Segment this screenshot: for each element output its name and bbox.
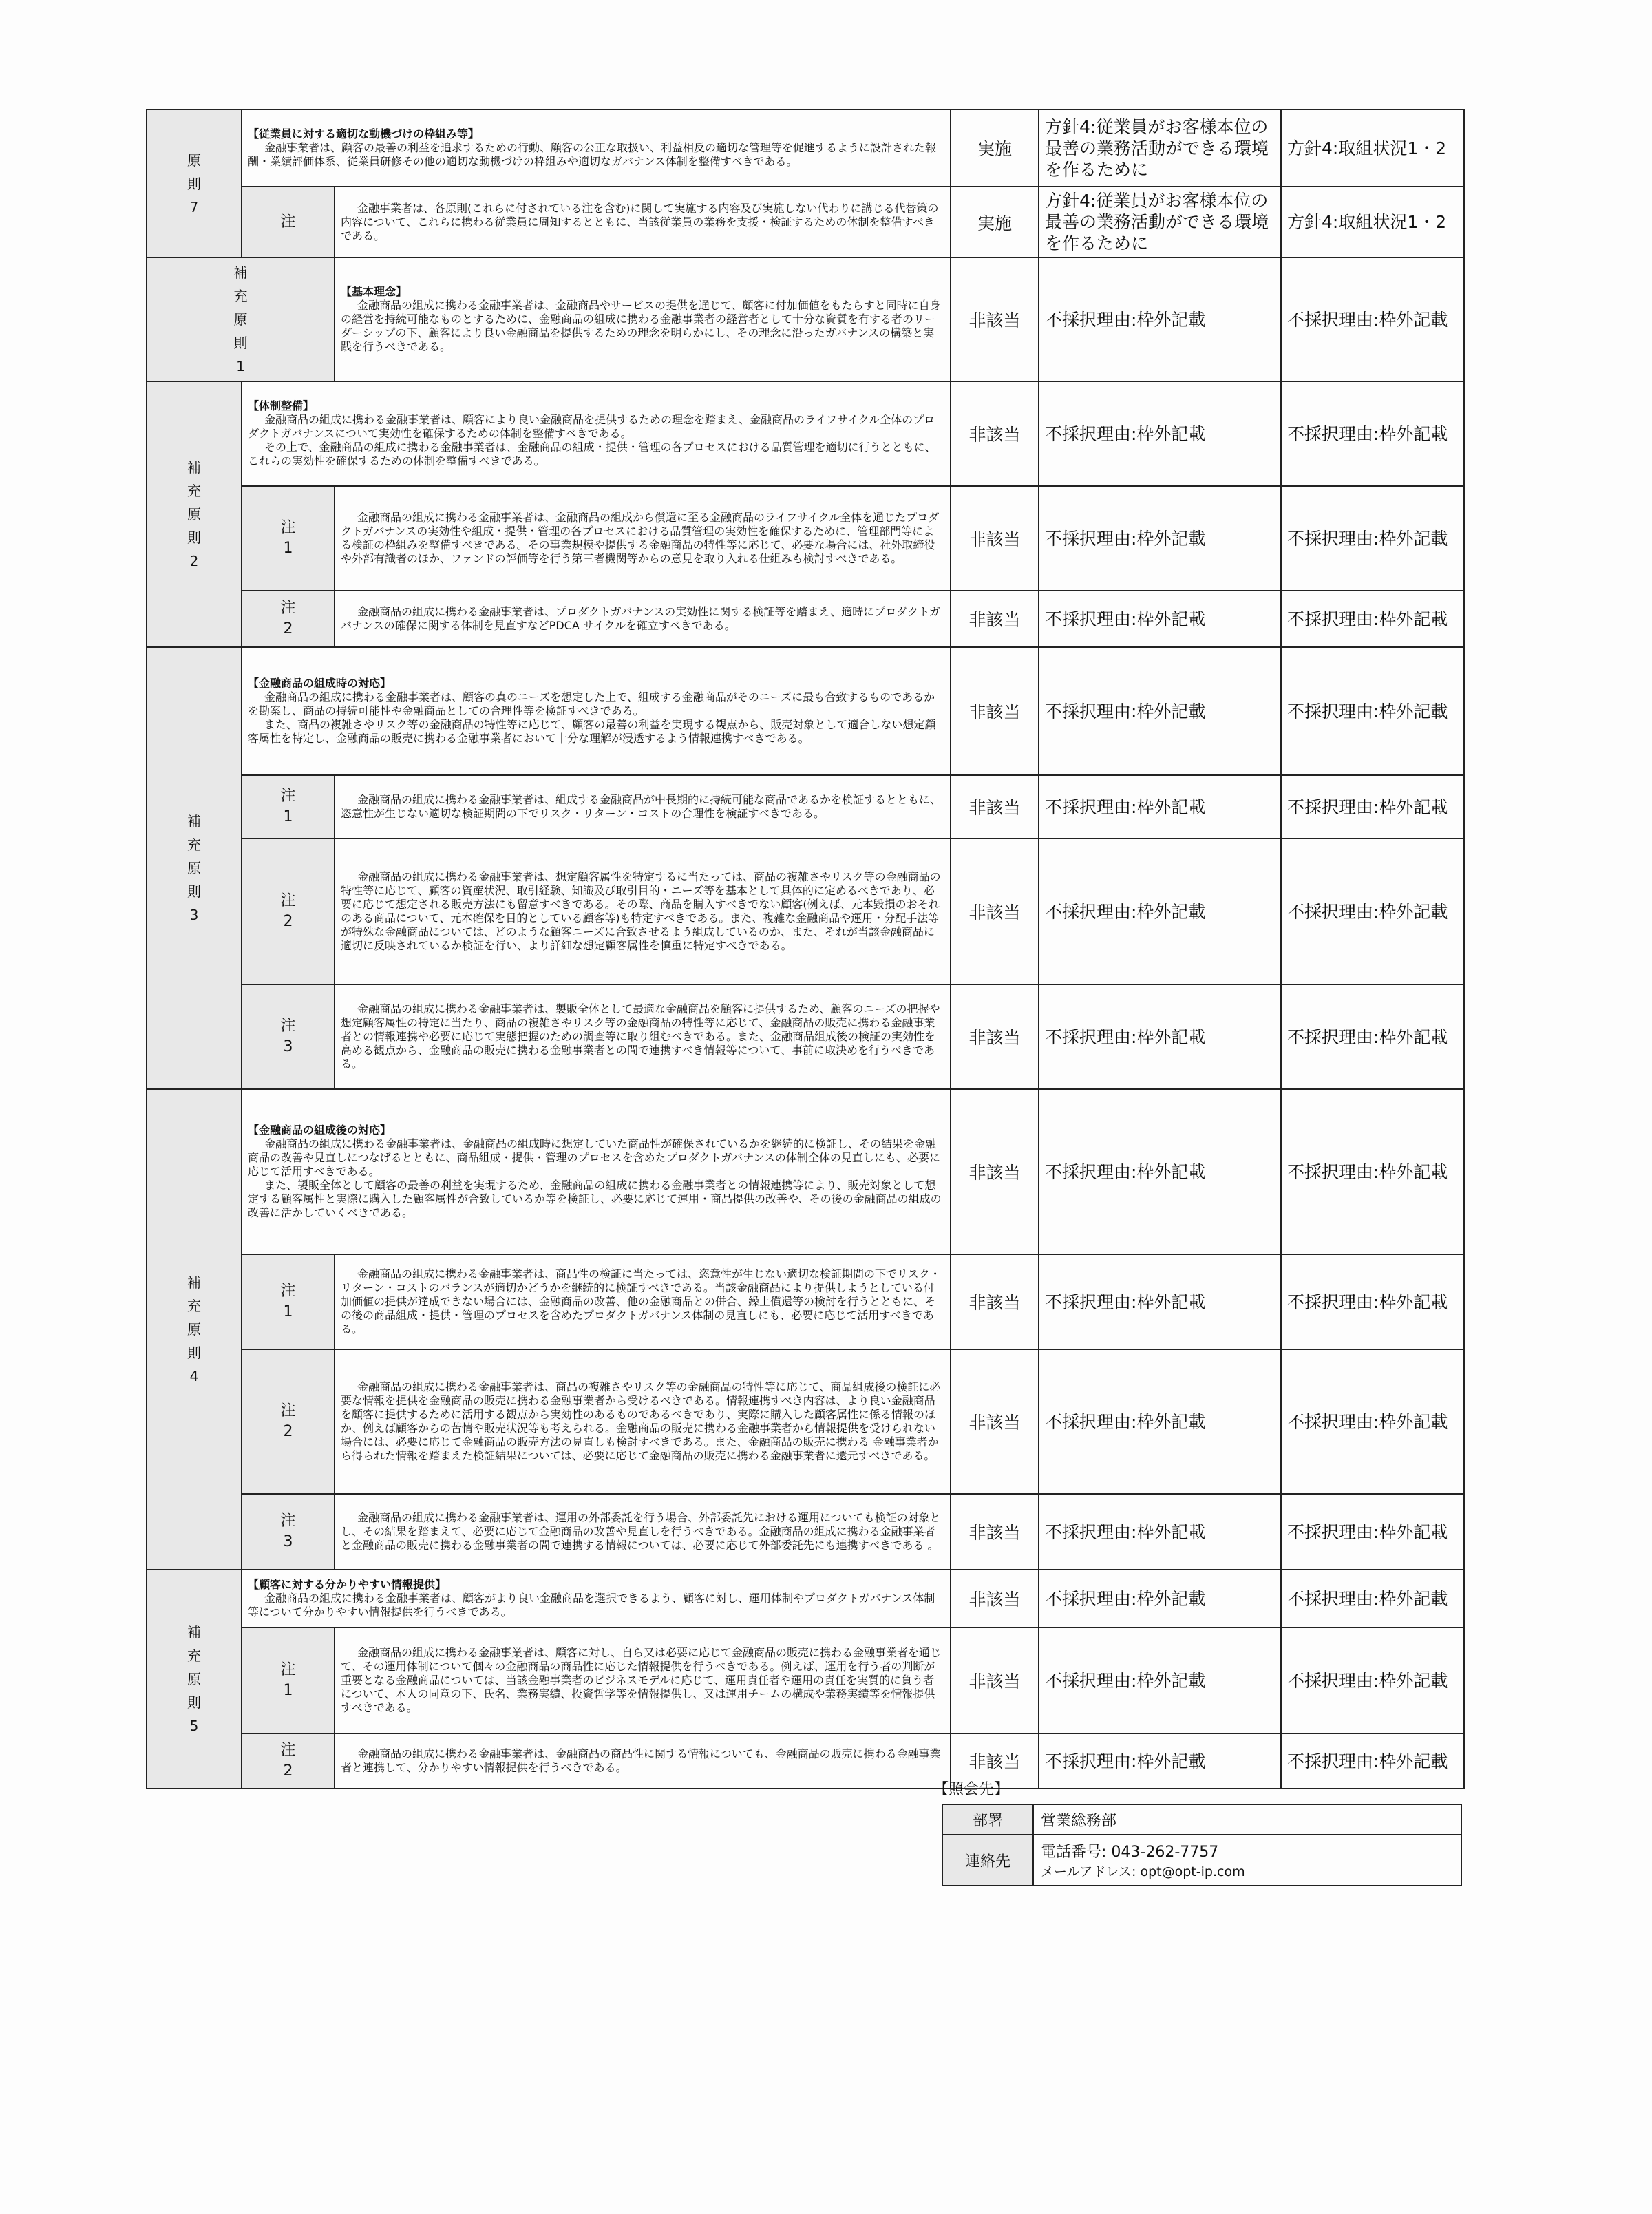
principle-text: 【顧客に対する分かりやすい情報提供】 金融商品の組成に携わる金融事業者は、顧客がより良い金融商品を選択できるよう、顧客に対し、運用体制やプロダクトガバナンス体制等について分かりやすい情報提供を行うべきである。 <box>242 1570 951 1627</box>
row-principle-7 <box>147 109 1464 187</box>
principle-text: 【体制整備】 金融商品の組成に携わる金融事業者は、顧客により良い金融商品を提供するための理念を踏まえ、金融商品のライフサイクル全体のプロダクトガバナンスについて実効性を確保するための体制を整備すべきである。 その上で、金融商品の組成に携わる金融事業者は、金融商品の組成・提供・管理の各プロセスにおける品質管理を適切に行うとともに、これらの実効性を確保するための体制を整備すべきである。 <box>242 381 951 486</box>
note-label: 注1 <box>242 775 335 839</box>
result-cell: 方針4:取組状況1・2 <box>1281 187 1464 257</box>
row-supplementary-3 <box>147 647 1464 775</box>
note-text: 金融商品の組成に携わる金融事業者は、商品性の検証に当たっては、恣意性が生じない適切な検証期間の下でリスク・リターン・コストのバランスが適切かどうかを継続的に検証すべきである。当該金融商品により提供しようとしている付加価値の提供が達成できない場合には、金融商品の改善、他の金融商品との併合、繰上償還等の検討を行うとともに、その後の商品組成・提供・管理のプロセスを含めたプロダクトガバナンス体制の見直しにも、必要に応じて活用すべきである。 <box>335 1254 951 1349</box>
row-principle-7-note <box>147 187 1464 257</box>
result-cell: 不採択理由:枠外記載 <box>1281 1627 1464 1733</box>
row-supplementary-3-note-1 <box>147 775 1464 839</box>
contact-details <box>1033 1835 1461 1886</box>
row-supplementary-4 <box>147 1089 1464 1254</box>
principle-label: 原則7 <box>147 109 242 257</box>
status-cell: 非該当 <box>951 591 1039 647</box>
principles-table <box>146 109 1465 1789</box>
note-text: 金融商品の組成に携わる金融事業者は、運用の外部委託を行う場合、外部委託先における運用についても検証の対象とし、その結果を踏まえて、必要に応じて金融商品の改善や見直しを行うべきである。金融商品の組成に携わる金融事業者と金融商品の販売に携わる金融事業者の間で連携する情報については、必要に応じて外部委託先にも連携すべきである 。 <box>335 1494 951 1570</box>
status-cell: 非該当 <box>951 486 1039 591</box>
status-cell: 非該当 <box>951 1627 1039 1733</box>
policy-cell: 不採択理由:枠外記載 <box>1039 984 1281 1089</box>
result-cell: 不採択理由:枠外記載 <box>1281 647 1464 775</box>
note-label: 注3 <box>242 1494 335 1570</box>
note-text: 金融商品の組成に携わる金融事業者は、金融商品の組成から償還に至る金融商品のライフサイクル全体を通じたプロダクトガバナンスの実効性や組成・提供・管理の各プロセスにおける品質管理の実効性を確保するために、管理部門等による検証の枠組みを整備すべきである。その事業規模や提供する金融商品の特性等に応じて、必要な場合には、社外取締役や外部有識者のほか、ファンドの評価等を行う第三者機関等からの意見を取り入れる仕組みも検討すべきである。 <box>335 486 951 591</box>
dept-label: 部署 <box>942 1804 1033 1835</box>
row-supplementary-5 <box>147 1570 1464 1627</box>
status-cell: 非該当 <box>951 381 1039 486</box>
note-text: 金融商品の組成に携わる金融事業者は、顧客に対し、自ら又は必要に応じて金融商品の販売に携わる金融事業者を通じて、その運用体制について個々の金融商品の商品性に応じた情報提供を行うべきである。例えば、運用を行う者の判断が重要となる金融商品については、当該金融事業者のビジネスモデルに応じて、運用責任者や運用の責任を実質的に負う者について、本人の同意の下、氏名、業務実績、投資哲学等を情報提供し、又は運用チームの構成や業務実績等を情報提供すべきである。 <box>335 1627 951 1733</box>
policy-cell: 方針4:従業員がお客様本位の最善の業務活動ができる環境を作るために <box>1039 109 1281 187</box>
result-cell: 方針4:取組状況1・2 <box>1281 109 1464 187</box>
policy-cell: 不採択理由:枠外記載 <box>1039 839 1281 984</box>
policy-cell: 不採択理由:枠外記載 <box>1039 257 1281 381</box>
row-supplementary-3-note-2 <box>147 839 1464 984</box>
contact-label: 連絡先 <box>942 1835 1033 1886</box>
note-label: 注2 <box>242 839 335 984</box>
policy-cell: 不採択理由:枠外記載 <box>1039 1570 1281 1627</box>
row-supplementary-4-note-1 <box>147 1254 1464 1349</box>
policy-cell: 不採択理由:枠外記載 <box>1039 1733 1281 1789</box>
status-cell: 非該当 <box>951 647 1039 775</box>
email-address: メールアドレス: opt@opt-ip.com <box>1041 1864 1245 1879</box>
row-supplementary-1 <box>147 257 1464 381</box>
result-cell: 不採択理由:枠外記載 <box>1281 1089 1464 1254</box>
note-label: 注3 <box>242 984 335 1089</box>
note-label: 注2 <box>242 1349 335 1494</box>
contact-table <box>942 1804 1462 1886</box>
status-cell: 非該当 <box>951 839 1039 984</box>
status-cell: 非該当 <box>951 1733 1039 1789</box>
note-text: 金融商品の組成に携わる金融事業者は、商品の複雑さやリスク等の金融商品の特性等に応じて、商品組成後の検証に必要な情報を提供を金融商品の販売に携わる金融事業者から受けるべきである。情報連携すべき内容は、より良い金融商品を顧客に提供するために活用する観点から実効性のあるものであるべきであり、実際に購入した顧客属性に係る情報のほか、例えば顧客からの苦情や販売状況等も考えられる。金融商品の販売に携わる金融事業者から情報提供を受けられない場合には、必要に応じて金融商品の販売方法の見直しも検討すべきである。また、金融商品の販売に携わる 金融事業者から得られた情報を踏まえた検証結果については、必要に応じて金融商品の販売に携わる金融事業者に還元すべきである。 <box>335 1349 951 1494</box>
row-supplementary-5-note-2 <box>147 1733 1464 1789</box>
note-label: 注2 <box>242 1733 335 1789</box>
result-cell: 不採択理由:枠外記載 <box>1281 591 1464 647</box>
principle-text: 【金融商品の組成後の対応】 金融商品の組成に携わる金融事業者は、金融商品の組成時に想定していた商品性が確保されているかを継続的に検証し、その結果を金融商品の改善や見直しにつなげるとともに、商品組成・提供・管理のプロセスを含めたプロダクトガバナンスの体制全体の見直しにも、必要に応じて活用すべきである。 また、製販全体として顧客の最善の利益を実現するため、金融商品の組成に携わる金融事業者との情報連携等により、販売対象として想定する顧客属性と実際に購入した顧客属性が合致しているか等を検証し、必要に応じて運用・商品提供の改善や、その後の金融商品の組成の改善に活かしていくべきである。 <box>242 1089 951 1254</box>
dept-value: 営業総務部 <box>1033 1804 1461 1835</box>
status-cell: 非該当 <box>951 1494 1039 1570</box>
status-cell: 非該当 <box>951 984 1039 1089</box>
result-cell: 不採択理由:枠外記載 <box>1281 1254 1464 1349</box>
note-label: 注1 <box>242 486 335 591</box>
principle-text: 【基本理念】 金融商品の組成に携わる金融事業者は、金融商品やサービスの提供を通じて、顧客に付加価値をもたらすと同時に自身の経営を持続可能なものとするために、金融商品の組成に携わる金融事業者の経営者として十分な資質を有する者のリーダーシップの下、顧客により良い金融商品を提供するための理念を明らかにし、その理念に沿ったガバナンスの構築と実践を行うべきである。 <box>335 257 951 381</box>
result-cell: 不採択理由:枠外記載 <box>1281 1733 1464 1789</box>
principle-label: 補充原則2 <box>147 381 242 647</box>
note-text: 金融商品の組成に携わる金融事業者は、想定顧客属性を特定するに当たっては、商品の複雑さやリスク等の金融商品の特性等に応じて、顧客の資産状況、取引経験、知識及び取引目的・ニーズ等を基本として具体的に定めるべきであり、必要に応じて想定される販売方法にも留意すべきである。その際、商品を購入すべきでない顧客(例えば、元本毀損のおそれのある商品について、元本確保を目的としている顧客等)も特定すべきである。また、複雑な金融商品や運用・分配手法等が特殊な金融商品については、どのような顧客ニーズに合致させるよう組成しているのか、また、それが当該金融商品に適切に反映されているか検証を行い、より詳細な想定顧客属性を慎重に特定すべきである。 <box>335 839 951 984</box>
status-cell: 非該当 <box>951 257 1039 381</box>
row-supplementary-2-note-2 <box>147 591 1464 647</box>
policy-cell: 不採択理由:枠外記載 <box>1039 591 1281 647</box>
row-supplementary-4-note-3 <box>147 1494 1464 1570</box>
phone-number: 電話番号: 043-262-7757 <box>1041 1844 1219 1861</box>
row-supplementary-3-note-3 <box>147 984 1464 1089</box>
policy-cell: 不採択理由:枠外記載 <box>1039 1089 1281 1254</box>
row-supplementary-5-note-1 <box>147 1627 1464 1733</box>
result-cell: 不採択理由:枠外記載 <box>1281 839 1464 984</box>
principle-label: 補充原則3 <box>147 647 242 1089</box>
policy-cell: 不採択理由:枠外記載 <box>1039 1349 1281 1494</box>
status-cell: 非該当 <box>951 1089 1039 1254</box>
principle-label: 補充原則1 <box>147 257 335 381</box>
row-supplementary-2 <box>147 381 1464 486</box>
result-cell: 不採択理由:枠外記載 <box>1281 381 1464 486</box>
result-cell: 不採択理由:枠外記載 <box>1281 1494 1464 1570</box>
policy-cell: 不採択理由:枠外記載 <box>1039 1254 1281 1349</box>
result-cell: 不採択理由:枠外記載 <box>1281 257 1464 381</box>
status-cell: 実施 <box>951 109 1039 187</box>
status-cell: 非該当 <box>951 1254 1039 1349</box>
principle-text: 【従業員に対する適切な動機づけの枠組み等】 金融事業者は、顧客の最善の利益を追求するための行動、顧客の公正な取扱い、利益相反の適切な管理等を促進するように設計された報酬・業績評価体系、従業員研修その他の適切な動機づけの枠組みや適切なガバナンス体制を整備すべきである。 <box>242 109 951 187</box>
note-text: 金融商品の組成に携わる金融事業者は、製販全体として最適な金融商品を顧客に提供するため、顧客のニーズの把握や想定顧客属性の特定に当たり、商品の複雑さやリスク等の金融商品の特性等に応じて、金融商品の販売に携わる金融事業者との情報連携や必要に応じて実態把握のための調査等に取り組むべきである。また、金融商品組成後の検証の実効性を高める観点から、金融商品の販売に携わる金融事業者との間で連携すべき情報等について、事前に取決めを行うべきである。 <box>335 984 951 1089</box>
note-text: 金融商品の組成に携わる金融事業者は、金融商品の商品性に関する情報についても、金融商品の販売に携わる金融事業者と連携して、分かりやすい情報提供を行うべきである。 <box>335 1733 951 1789</box>
note-text: 金融商品の組成に携わる金融事業者は、組成する金融商品が中長期的に持続可能な商品であるかを検証するとともに、恣意性が生じない適切な検証期間の下でリスク・リターン・コストの合理性を検証すべきである。 <box>335 775 951 839</box>
note-label: 注1 <box>242 1254 335 1349</box>
result-cell: 不採択理由:枠外記載 <box>1281 486 1464 591</box>
policy-cell: 不採択理由:枠外記載 <box>1039 775 1281 839</box>
note-label: 注2 <box>242 591 335 647</box>
note-text: 金融商品の組成に携わる金融事業者は、プロダクトガバナンスの実効性に関する検証等を踏まえ、適時にプロダクトガバナンスの確保に関する体制を見直すなどPDCA サイクルを確立すべきである。 <box>335 591 951 647</box>
principle-text: 【金融商品の組成時の対応】 金融商品の組成に携わる金融事業者は、顧客の真のニーズを想定した上で、組成する金融商品がそのニーズに最も合致するものであるかを勘案し、商品の持続可能性や金融商品としての合理性等を検証すべきである。 また、商品の複雑さやリスク等の金融商品の特性等に応じて、顧客の最善の利益を実現する観点から、販売対象として適合しない想定顧客属性を特定し、金融商品の販売に携わる金融事業者において十分な理解が浸透するよう情報連携すべきである。 <box>242 647 951 775</box>
contact-title: 【照会先】 <box>933 1781 1010 1798</box>
status-cell: 非該当 <box>951 1349 1039 1494</box>
status-cell: 非該当 <box>951 1570 1039 1627</box>
principle-label: 補充原則4 <box>147 1089 242 1570</box>
policy-cell: 方針4:従業員がお客様本位の最善の業務活動ができる環境を作るために <box>1039 187 1281 257</box>
status-cell: 実施 <box>951 187 1039 257</box>
principle-label: 補充原則5 <box>147 1570 242 1789</box>
note-label: 注 <box>242 187 335 257</box>
policy-cell: 不採択理由:枠外記載 <box>1039 1494 1281 1570</box>
note-label: 注1 <box>242 1627 335 1733</box>
policy-cell: 不採択理由:枠外記載 <box>1039 1627 1281 1733</box>
policy-cell: 不採択理由:枠外記載 <box>1039 647 1281 775</box>
policy-cell: 不採択理由:枠外記載 <box>1039 486 1281 591</box>
result-cell: 不採択理由:枠外記載 <box>1281 1570 1464 1627</box>
row-supplementary-4-note-2 <box>147 1349 1464 1494</box>
status-cell: 非該当 <box>951 775 1039 839</box>
result-cell: 不採択理由:枠外記載 <box>1281 984 1464 1089</box>
row-supplementary-2-note-1 <box>147 486 1464 591</box>
note-text: 金融事業者は、各原則(これらに付されている注を含む)に関して実施する内容及び実施しない代わりに講じる代替策の内容について、これらに携わる従業員に周知するとともに、当該従業員の業務を支援・検証するための体制を整備すべきである。 <box>335 187 951 257</box>
policy-cell: 不採択理由:枠外記載 <box>1039 381 1281 486</box>
result-cell: 不採択理由:枠外記載 <box>1281 1349 1464 1494</box>
result-cell: 不採択理由:枠外記載 <box>1281 775 1464 839</box>
